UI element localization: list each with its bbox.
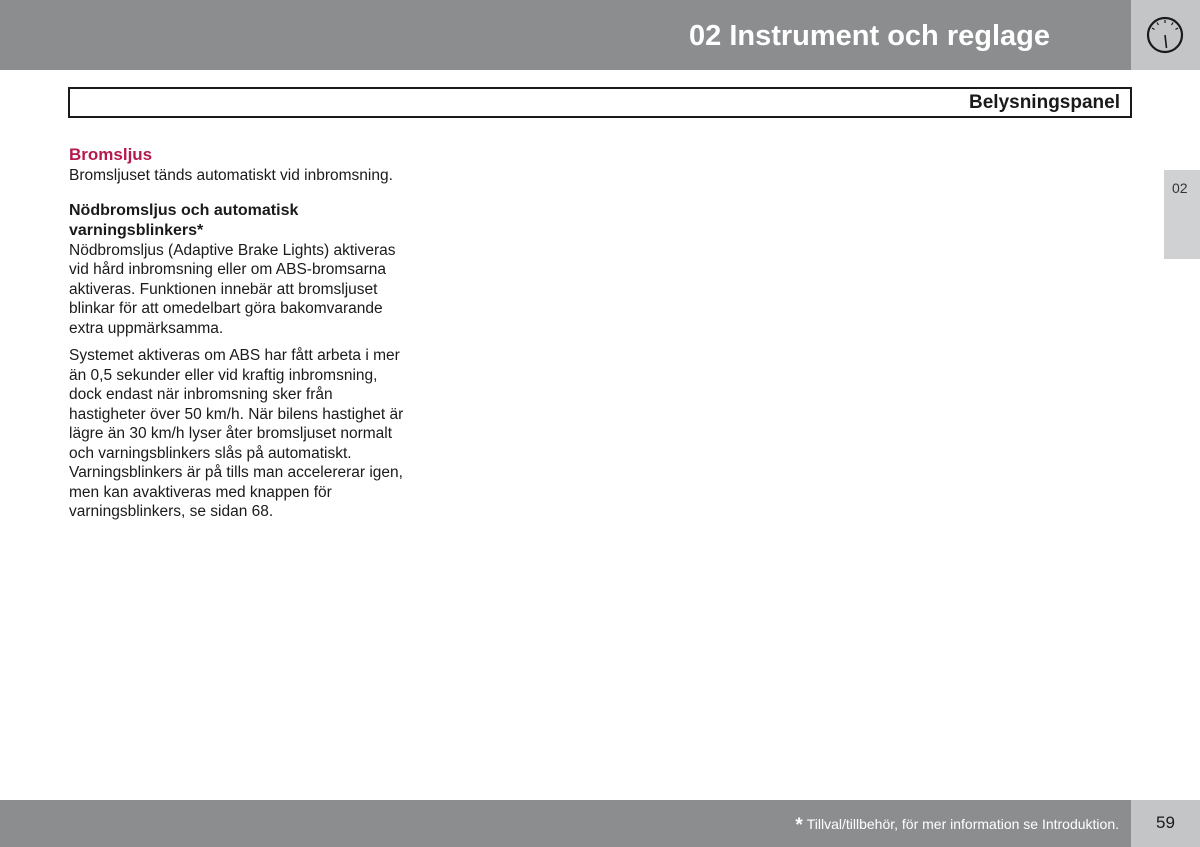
- section-title: Belysningspanel: [969, 92, 1120, 113]
- chapter-side-tab-label: 02: [1172, 180, 1188, 196]
- body-paragraph-1: Nödbromsljus (Adaptive Brake Lights) aktiveras vid hård inbromsning eller om ABS-bromsarna aktiveras. Funktionen innebär att bromsljuset blinkar för att omedelbart göra bakomvarande extra uppmärksamma.: [69, 241, 396, 337]
- body-paragraph-2: Systemet aktiveras om ABS har fått arbeta i mer än 0,5 sekunder eller vid kraftig inbromsning, dock endast när inbromsning sker från hastigheter över 50 km/h. När bilens hastighet är lägre än 30 km/h lyser åter bromsljuset normalt och varningsblinkers slås på automatiskt. Varningsblinkers är på tills man accelererar igen, men kan avaktiveras med knappen för varningsblinkers, se sidan 68.: [69, 347, 404, 520]
- footnote-star: *: [795, 815, 803, 836]
- section-heading: Bromsljus: [69, 145, 153, 164]
- page-number-box: [1131, 800, 1200, 847]
- chapter-side-tab: [1164, 170, 1200, 259]
- main-content: [69, 144, 409, 522]
- subheading: Nödbromsljus och automatisk varningsblinkers*: [69, 201, 299, 239]
- gauge-icon: [1145, 15, 1185, 55]
- chapter-header: [0, 0, 1131, 70]
- chapter-title: 02 Instrument och reglage: [689, 20, 1050, 52]
- footnote: [795, 815, 1119, 837]
- footer-bar: [0, 800, 1131, 847]
- page-number: 59: [1156, 813, 1175, 832]
- intro-paragraph: Bromsljuset tänds automatiskt vid inbromsning.: [69, 167, 393, 184]
- chapter-icon-box: [1131, 0, 1200, 70]
- footnote-text: Tillval/tillbehör, för mer information se Introduktion.: [806, 816, 1119, 832]
- section-banner: [68, 87, 1132, 118]
